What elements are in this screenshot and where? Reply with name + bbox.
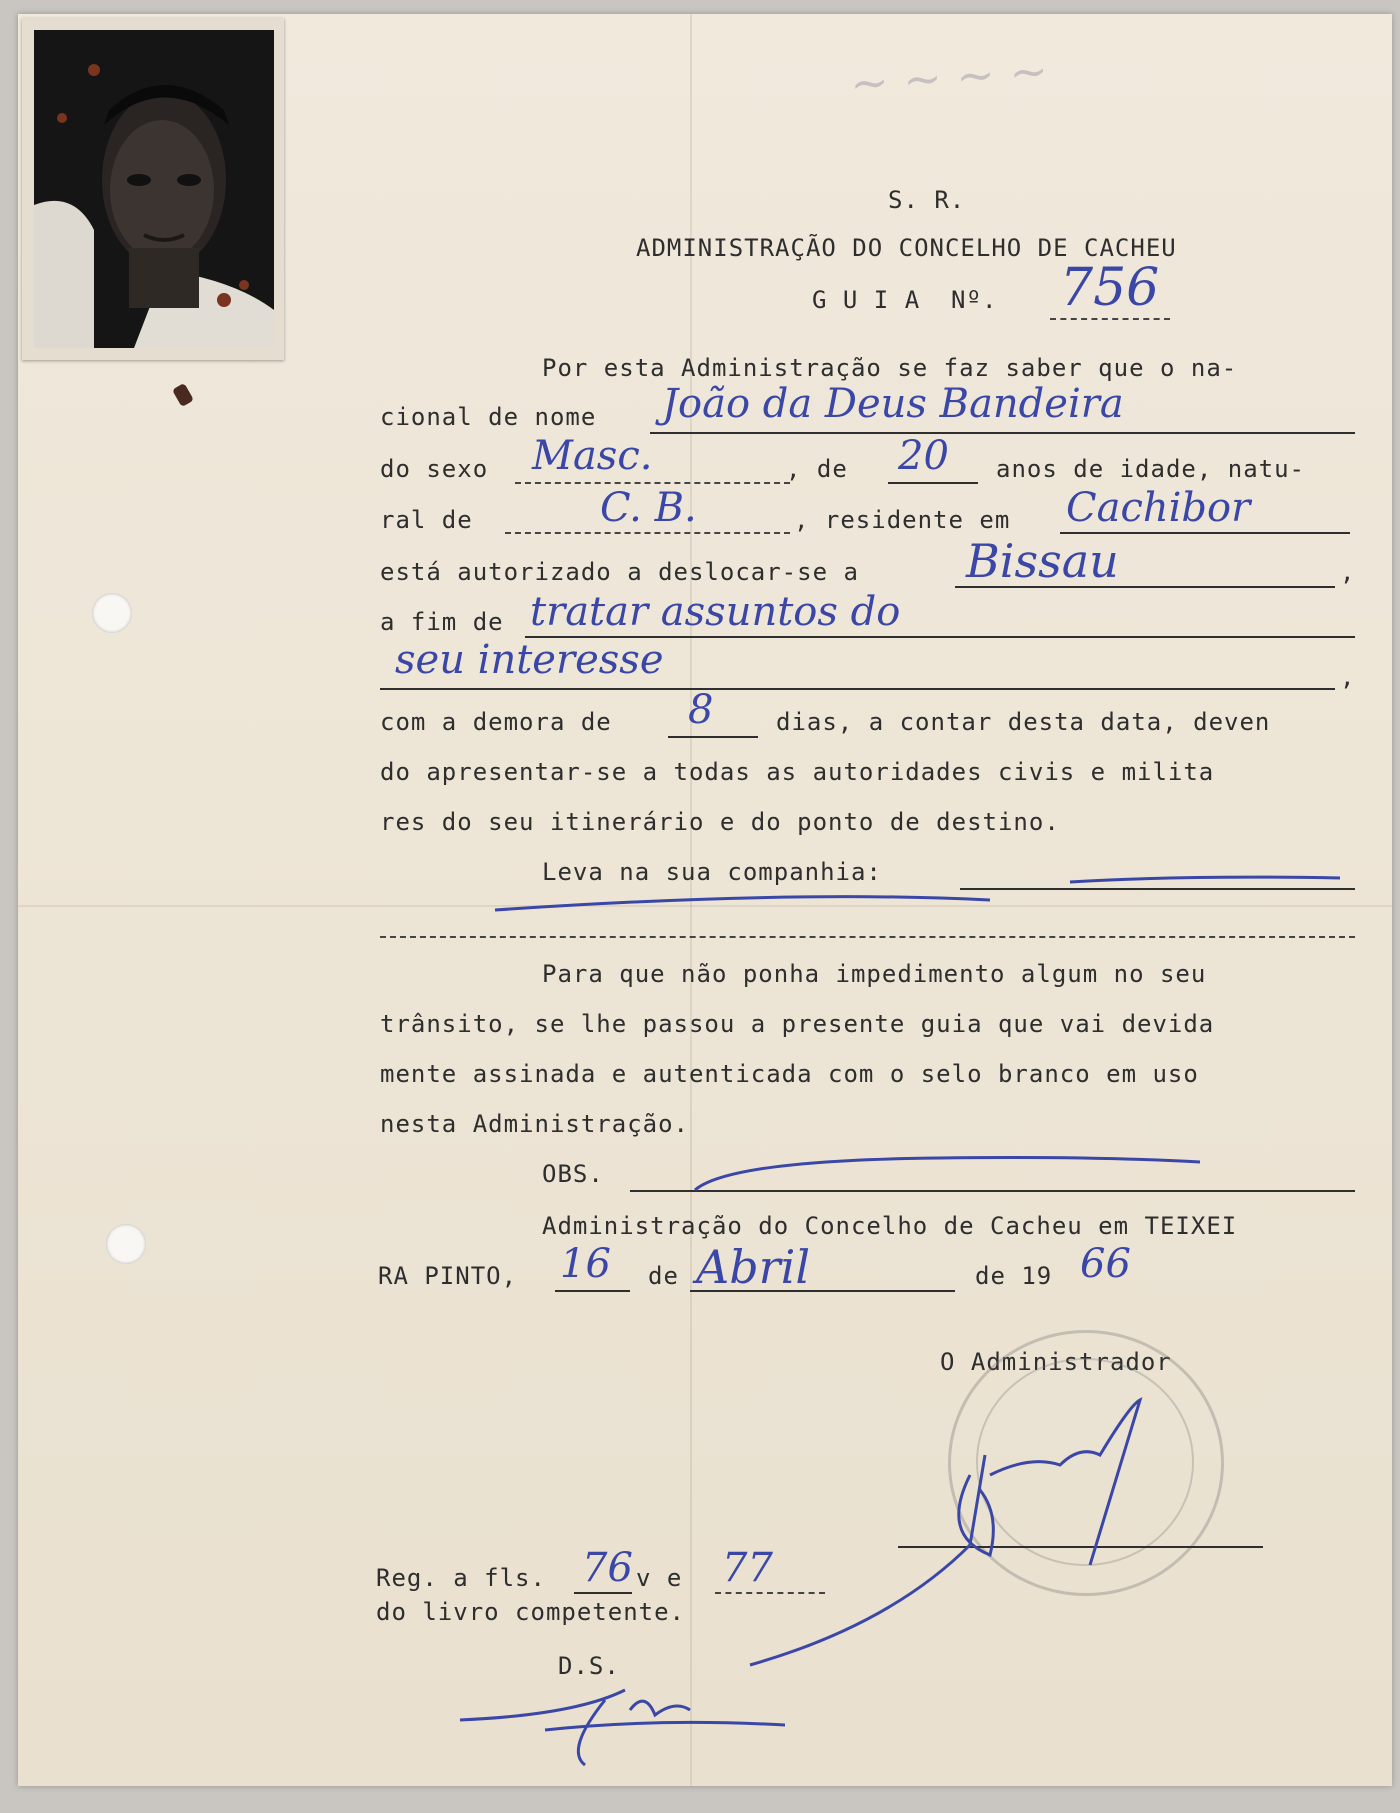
- body-line-10: res do seu itinerário e do ponto de destino.: [380, 808, 1060, 836]
- label-sexo: do sexo: [380, 455, 489, 483]
- natural-underline: [505, 532, 790, 534]
- label-dias-contar: dias, a contar desta data, deven: [776, 708, 1271, 736]
- pencil-marks: ~ ~ ~ ~: [848, 43, 1050, 111]
- place-line-2: RA PINTO,: [378, 1262, 518, 1290]
- label-fim: a fim de: [380, 608, 504, 636]
- administrator-signature: [740, 1395, 1260, 1695]
- label-demora: com a demora de: [380, 708, 612, 736]
- comma: ,: [1340, 558, 1356, 586]
- fls2-underline: [715, 1592, 825, 1594]
- nome-underline: [650, 432, 1355, 434]
- value-sexo: Masc.: [532, 433, 653, 479]
- para2-line-3: mente assinada e autenticada com o selo branco em uso: [380, 1060, 1199, 1088]
- para2-line-4: nesta Administração.: [380, 1110, 689, 1138]
- mes-underline: [690, 1290, 955, 1292]
- portrait-image: [34, 30, 274, 348]
- guia-number: 756: [1060, 258, 1160, 318]
- value-fls-1: 76: [582, 1545, 633, 1591]
- body-line-9: do apresentar-se a todas as autoridades civis e milita: [380, 758, 1215, 786]
- label-de: de: [648, 1262, 679, 1290]
- label-livro: do livro competente.: [376, 1598, 685, 1626]
- label-companhia: Leva na sua companhia:: [542, 858, 882, 886]
- guia-label: G U I A Nº.: [812, 286, 998, 314]
- sexo-underline: [515, 482, 790, 484]
- punch-hole-top: [92, 593, 132, 633]
- value-natural: C. B.: [600, 485, 697, 531]
- value-nome: João da Deus Bandeira: [662, 381, 1124, 427]
- dias-underline: [668, 736, 758, 738]
- label-administrador: O Administrador: [940, 1348, 1172, 1376]
- label-anos: anos de idade, natu-: [996, 455, 1305, 483]
- label-v-e: v e: [636, 1564, 683, 1592]
- fim-underline-2: [380, 688, 1335, 690]
- value-idade: 20: [898, 433, 949, 479]
- companhia-line-2: [380, 936, 1355, 938]
- label-obs: OBS.: [542, 1160, 604, 1188]
- guia-number-line: [1050, 318, 1170, 320]
- place-line-1: Administração do Concelho de Cacheu em TEIXEI: [542, 1212, 1238, 1240]
- value-dias: 8: [688, 687, 714, 733]
- destino-underline: [955, 586, 1335, 588]
- para2-line-2: trânsito, se lhe passou a presente guia que vai devida: [380, 1010, 1215, 1038]
- obs-pen-stroke: [690, 1150, 1210, 1195]
- value-ano: 66: [1080, 1241, 1131, 1287]
- header-sr: S. R.: [888, 186, 966, 214]
- punch-hole-bottom: [106, 1224, 146, 1264]
- label-natural: ral de: [380, 506, 473, 534]
- label-de-19: de 19: [975, 1262, 1053, 1290]
- value-dia: 16: [560, 1241, 611, 1287]
- dia-underline: [555, 1290, 630, 1292]
- comma: ,: [1340, 663, 1356, 691]
- value-destino: Bissau: [966, 534, 1119, 588]
- companhia-pen-stroke: [490, 870, 1370, 930]
- label-reg: Reg. a fls.: [376, 1564, 546, 1592]
- value-fim-2: seu interesse: [395, 637, 664, 683]
- body-line-1: Por esta Administração se faz saber que o na-: [542, 354, 1238, 382]
- label-deslocar: está autorizado a deslocar-se a: [380, 558, 859, 586]
- id-photo: [22, 18, 284, 360]
- label-de: , de: [786, 455, 848, 483]
- value-fls-2: 77: [722, 1545, 773, 1591]
- label-residente: , residente em: [794, 506, 1011, 534]
- ds-signature: [455, 1670, 785, 1770]
- label-nome: cional de nome: [380, 403, 597, 431]
- fls1-underline: [574, 1592, 632, 1594]
- value-fim-1: tratar assuntos do: [530, 589, 901, 635]
- para2-line-1: Para que não ponha impedimento algum no seu: [542, 960, 1207, 988]
- value-residente: Cachibor: [1066, 485, 1251, 531]
- header-administration: ADMINISTRAÇÃO DO CONCELHO DE CACHEU: [636, 234, 1177, 262]
- value-mes: Abril: [696, 1240, 811, 1294]
- label-ds: D.S.: [558, 1652, 620, 1680]
- idade-underline: [888, 482, 978, 484]
